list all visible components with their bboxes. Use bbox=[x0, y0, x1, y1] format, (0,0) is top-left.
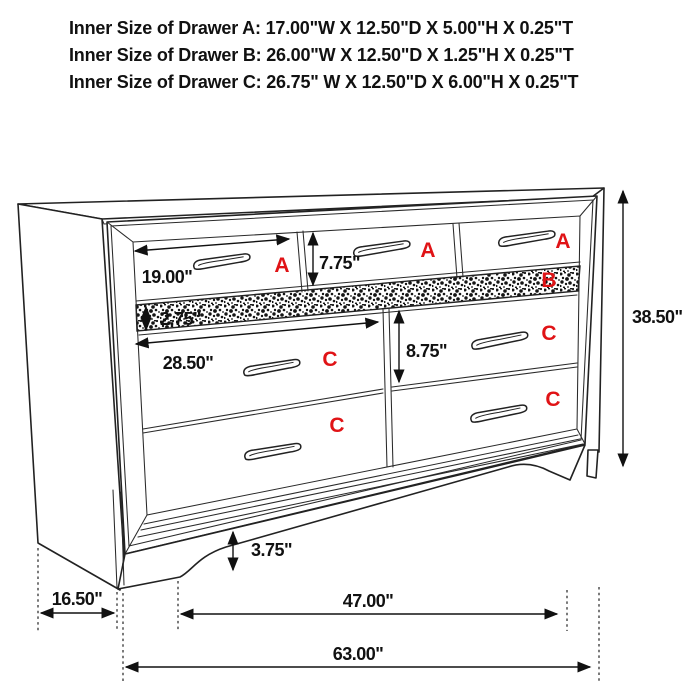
back-right-foot bbox=[587, 450, 598, 478]
label-drawer-a3: A bbox=[555, 230, 571, 253]
label-drawer-c-bottom-right: C bbox=[545, 388, 561, 411]
inner-size-line-b: Inner Size of Drawer B: 26.00"W X 12.50"D X 1.25"H X 0.25"T bbox=[69, 45, 574, 65]
dim-inner-width bbox=[181, 591, 557, 614]
dim-label-6300: 63.00" bbox=[332, 644, 384, 664]
label-drawer-b: B bbox=[541, 269, 557, 292]
dresser-body bbox=[18, 188, 604, 590]
label-drawer-c-top-left: C bbox=[322, 348, 338, 371]
inner-size-line-a: Inner Size of Drawer A: 17.00"W X 12.50"D X 5.00"H X 0.25"T bbox=[69, 18, 573, 38]
label-drawer-c-top-right: C bbox=[541, 322, 557, 345]
label-drawer-a2: A bbox=[420, 239, 436, 262]
dim-label-275: 2.75" bbox=[160, 309, 202, 329]
dim-depth bbox=[41, 589, 114, 613]
inner-size-line-c: Inner Size of Drawer C: 26.75" W X 12.50"D X 6.00"H X 0.25"T bbox=[69, 72, 579, 92]
dim-label-3850: 38.50" bbox=[632, 307, 683, 327]
dim-label-19: 19.00" bbox=[141, 267, 193, 287]
dim-label-1650: 16.50" bbox=[51, 589, 103, 609]
dim-label-875: 8.75" bbox=[406, 341, 448, 361]
dim-overall-height bbox=[623, 191, 683, 466]
label-drawer-c-bottom-left: C bbox=[329, 414, 345, 437]
dim-label-2850: 28.50" bbox=[162, 353, 214, 373]
left-side-panel bbox=[18, 204, 124, 590]
dim-overall-width bbox=[126, 644, 590, 667]
dim-label-4700: 47.00" bbox=[342, 591, 394, 611]
label-drawer-a1: A bbox=[274, 254, 290, 277]
dim-label-375: 3.75" bbox=[251, 540, 293, 560]
dim-label-775: 7.75" bbox=[319, 253, 361, 273]
